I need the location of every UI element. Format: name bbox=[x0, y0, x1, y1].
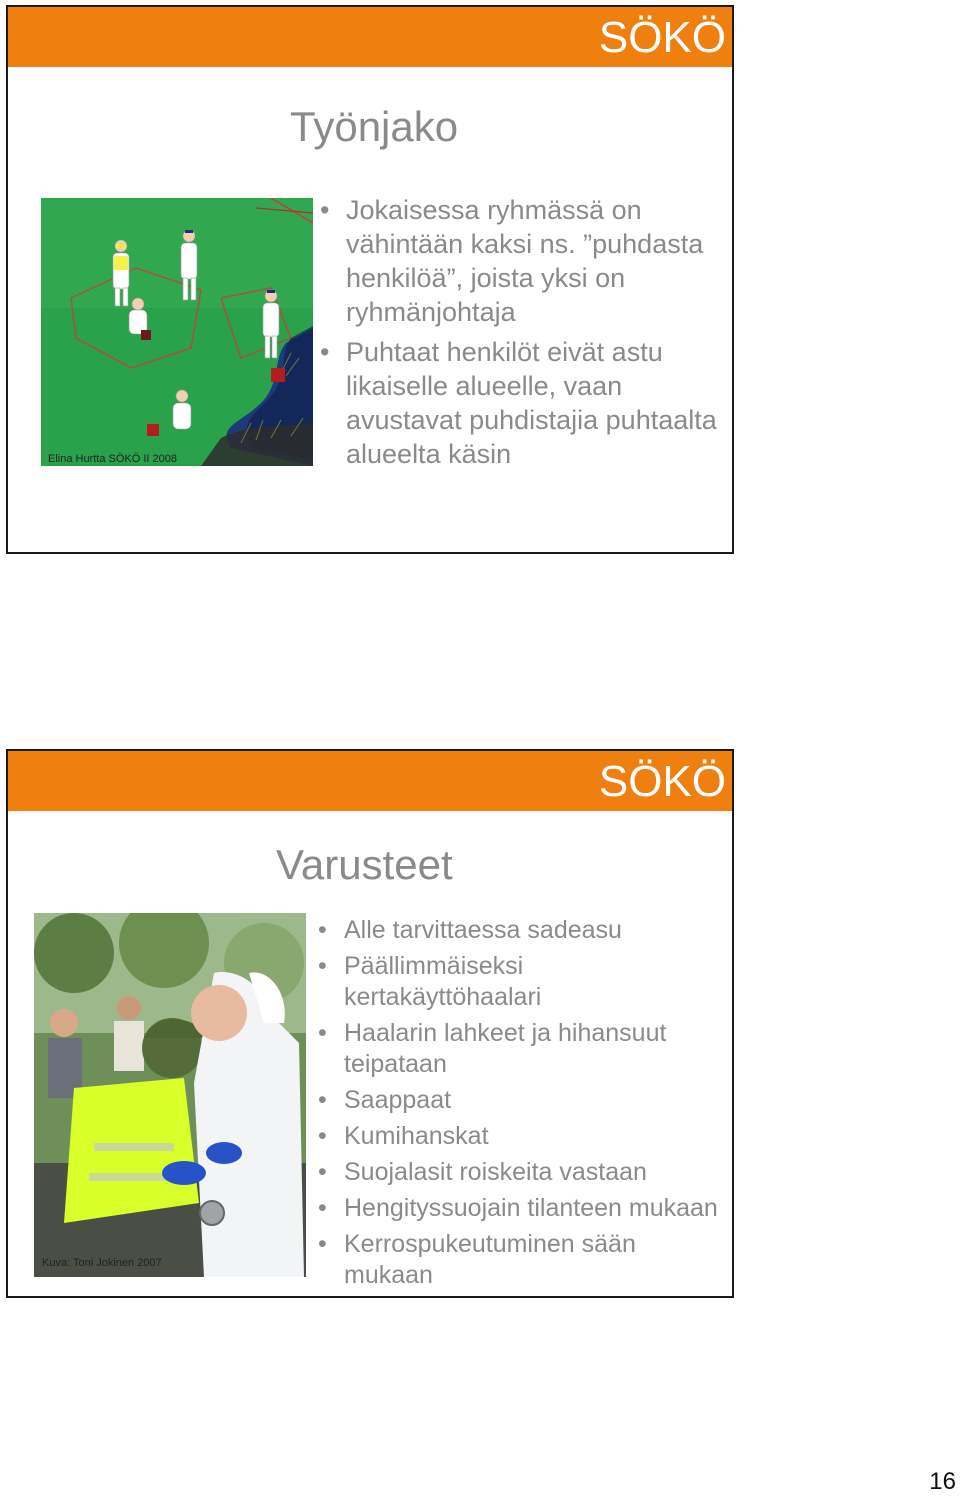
bullet-list bbox=[318, 193, 718, 477]
bullet-item: • Kumihanskat bbox=[316, 1121, 734, 1152]
image-credit: Kuva: Toni Jokinen 2007 bbox=[42, 1257, 162, 1269]
bullet-item: • Saappaat bbox=[316, 1085, 734, 1116]
slide-varusteet bbox=[6, 749, 734, 1298]
brand-logo-text: SÖKÖ bbox=[598, 757, 726, 806]
bullet-item: • Suojalasit roiskeita vastaan bbox=[316, 1157, 734, 1188]
bullet-item: • Jokaisessa ryhmässä on vähintään kaksi ns. ”puhdasta henkilöä”, joista yksi on ryhmänjohtaja bbox=[318, 193, 718, 329]
bullet-item: • Haalarin lahkeet ja hihansuut teipataan bbox=[316, 1018, 684, 1080]
bullet-list bbox=[316, 915, 734, 1296]
page-number: 16 bbox=[929, 1468, 956, 1495]
bullet-item: • Puhtaat henkilöt eivät astu likaiselle alueelle, vaan avustavat puhdistajia puhtaalta alueelta käsin bbox=[318, 335, 718, 471]
slide-title: Työnjako bbox=[290, 103, 459, 150]
bullet-item: • Päällimmäiseksi kertakäyttöhaalari bbox=[316, 951, 554, 1013]
slide-title: Varusteet bbox=[276, 841, 453, 888]
cleanup-illustration bbox=[41, 198, 313, 466]
image-credit: Elina Hurtta SÖKÖ II 2008 bbox=[48, 453, 178, 465]
slide-tyonjako bbox=[6, 5, 734, 554]
bullet-item: • Alle tarvittaessa sadeasu bbox=[316, 915, 734, 946]
slide-header-bar bbox=[8, 7, 732, 67]
bullet-item: • Hengityssuojain tilanteen mukaan bbox=[316, 1193, 734, 1224]
slide-header-bar bbox=[8, 751, 732, 811]
bullet-item: • Kerrospukeutuminen sään mukaan bbox=[316, 1229, 664, 1291]
equipment-photo bbox=[34, 913, 306, 1277]
brand-logo-text: SÖKÖ bbox=[598, 13, 726, 62]
